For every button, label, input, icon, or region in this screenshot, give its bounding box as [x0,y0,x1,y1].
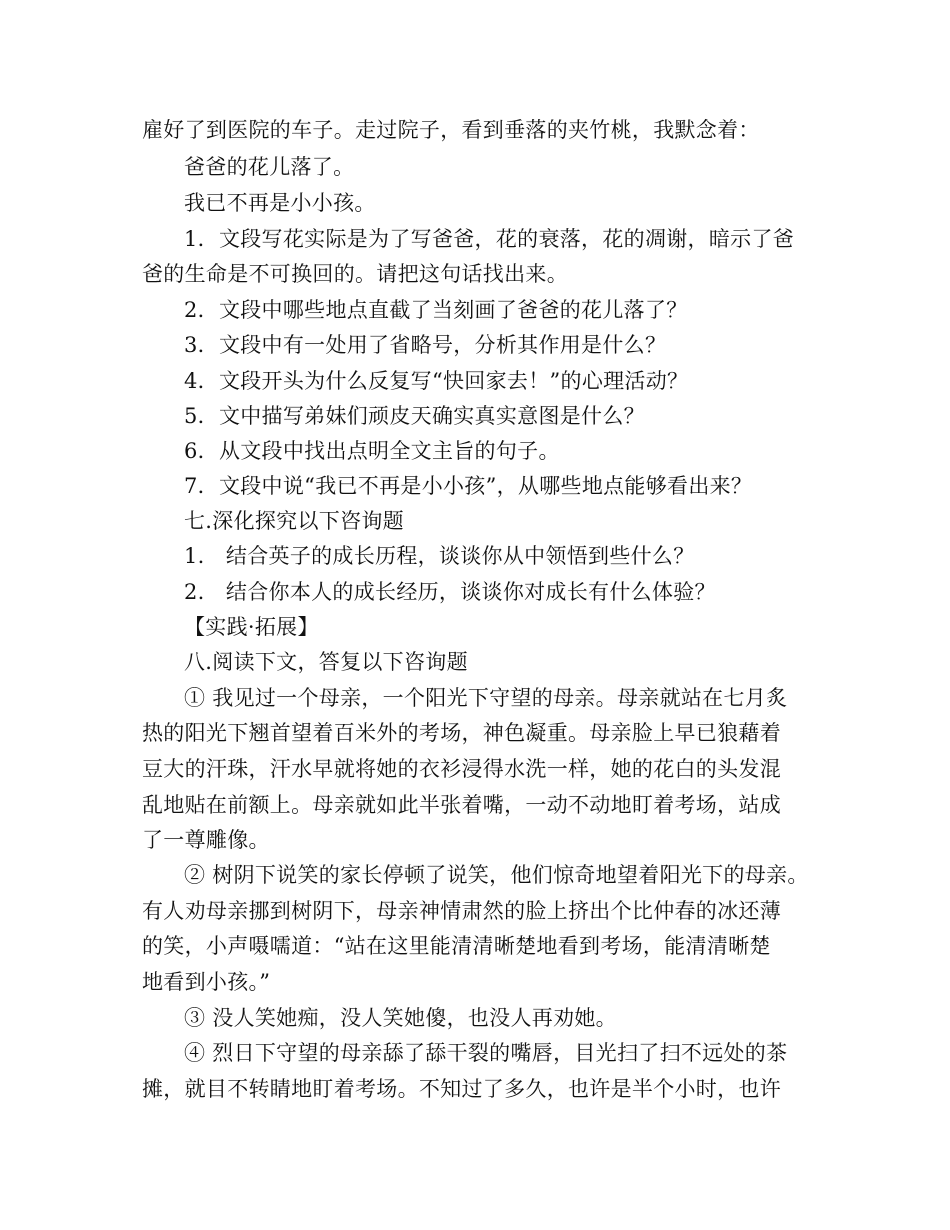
question-item: 7．文段中说“我已不再是小小孩”，从哪些地点能够看出来？ [184,474,753,498]
question-item: 2．文段中哪些地点直截了当刻画了爸爸的花儿落了？ [184,298,688,322]
paragraph-line: ① 我见过一个母亲，一个阳光下守望的母亲。母亲就站在七月炙 [184,686,788,710]
text-line: 我已不再是小小孩。 [184,191,376,215]
paragraph-line: 地看到小孩。” [142,970,271,994]
paragraph-line: ③ 没人笑她痴，没人笑她傻，也没人再劝她。 [184,1006,617,1030]
section-heading: 八.阅读下文，答复以下咨询题 [184,650,468,674]
paragraph-line: 乱地贴在前额上。母亲就如此半张着嘴，一动不动地盯着考场，站成 [142,793,781,817]
paragraph-line: 有人劝母亲挪到树阴下，母亲神情肃然的脸上挤出个比仲春的冰还薄 [142,899,781,923]
paragraph-line: 摊，就目不转睛地盯着考场。不知过了多久，也许是半个小时，也许 [142,1077,781,1101]
paragraph-line: ② 树阴下说笑的家长停顿了说笑，他们惊奇地望着阳光下的母亲。 [184,863,809,887]
paragraph-line: 豆大的汗珠，汗水早就将她的衣衫浸得水洗一样，她的花白的头发混 [142,757,781,781]
question-item: 1. 结合英子的成长历程，谈谈你从中领悟到些什么？ [184,544,695,568]
question-item: 2. 结合你本人的成长经历，谈谈你对成长有什么体验？ [184,580,716,604]
paragraph-line: 的笑，小声嗫嚅道：“站在这里能清清晰楚地看到考场，能清清晰楚 [142,934,771,958]
section-heading: 【实践·拓展】 [184,615,319,639]
paragraph-line: 了一尊雕像。 [142,828,270,852]
question-item-continued: 爸的生命是不可换回的。请把这句话找出来。 [142,262,568,286]
text-line: 爸爸的花儿落了。 [184,155,355,179]
question-item: 6．从文段中找出点明全文主旨的句子。 [184,439,560,463]
paragraph-line: ④ 烈日下守望的母亲舔了舔干裂的嘴唇，目光扫了扫不远处的茶 [184,1041,788,1065]
paragraph-line: 热的阳光下翘首望着百米外的考场，神色凝重。母亲脸上早已狼藉着 [142,721,781,745]
question-item: 1．文段写花实际是为了写爸爸，花的衰落，花的凋谢，暗示了爸 [184,227,795,251]
text-line: 雇好了到医院的车子。走过院子，看到垂落的夹竹桃，我默念着： [142,118,760,142]
question-item: 4．文段开头为什么反复写“快回家去！”的心理活动？ [184,369,689,393]
section-heading: 七.深化探究以下咨询题 [184,509,404,533]
question-item: 3．文段中有一处用了省略号，分析其作用是什么？ [184,333,667,357]
question-item: 5．文中描写弟妹们顽皮天确实真实意图是什么？ [184,404,645,428]
